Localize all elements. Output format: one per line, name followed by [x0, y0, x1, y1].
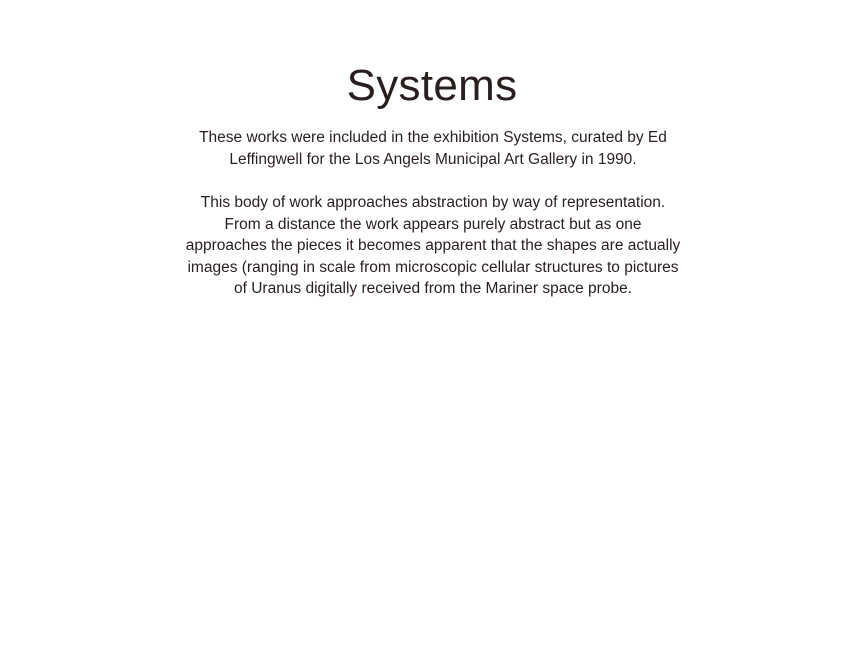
page-title: Systems	[346, 61, 518, 110]
description-paragraph: This body of work approaches abstraction by way of representation. From a distance the work appears purely abstract but as one approaches the pieces it becomes apparent that the shapes are actually images (ranging in scale from microscopic cellular structures to pictures of Uranus digitally received from the Mariner space probe.	[185, 194, 681, 298]
intro-paragraph: These works were included in the exhibition Systems, curated by Ed Leffingwell for the Los Angels Municipal Art Gallery in 1990.	[199, 129, 667, 168]
